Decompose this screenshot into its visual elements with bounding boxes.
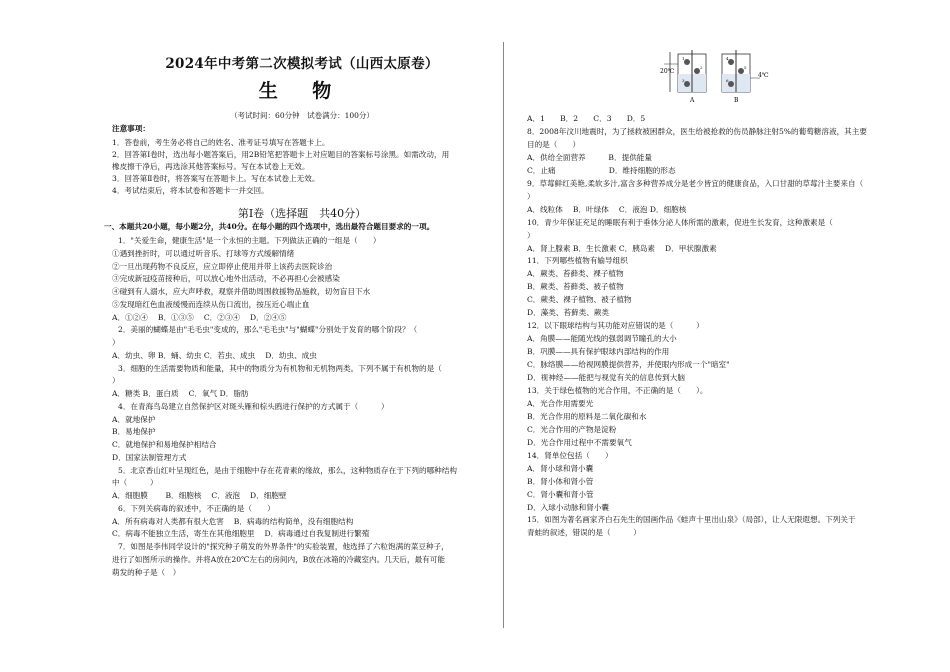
question-line: 14．肾单位包括（ ） <box>527 450 613 460</box>
seed-experiment-figure <box>660 44 770 106</box>
question-line: B．巩膜——具有保护眼球内部结构的作用 <box>527 347 670 357</box>
question-line: A．肾上腺素 B．生长激素 C．胰岛素 D．甲状腺激素 <box>527 243 717 253</box>
question-line: 7．如图是李伟同学设计的"探究种子萌发的外界条件"的实验装置，他选择了六粒饱满的菜豆种子， <box>118 542 449 551</box>
question-line: C．病毒不能独立生活，寄生在其他细胞里 D．病毒通过自我复制进行繁殖 <box>112 529 370 539</box>
question-line: 11．下列哪些植物有输导组织 <box>527 256 628 266</box>
section-title: 第Ⅰ卷（选择题 共40分） <box>237 207 367 220</box>
question-line: B．蕨类、苔藓类、被子植物 <box>527 282 624 292</box>
beaker-label-b: B <box>734 97 739 104</box>
seed-number: 3 <box>682 78 685 83</box>
question-line: A．1 B．2 C．3 D．5 <box>527 114 646 123</box>
section-instruction: 一、本题共20小题，每小题2分，共40分。在每小题的四个选项中，选出最符合题目要求的一项。 <box>104 222 435 231</box>
beaker-label-a: A <box>690 97 695 104</box>
temp-label-b: 4℃ <box>758 72 769 79</box>
question-line: C．止痛 D．维持细胞的形态 <box>527 165 676 175</box>
notice-item: 4．考试结束后，将本试卷和答题卡一并交回。 <box>112 186 269 195</box>
question-line: C．就地保护和易地保护相结合 <box>112 440 217 449</box>
question-line: C．脉络膜——给视网膜提供营养，并使眼内形成一个"暗室" <box>527 360 730 370</box>
question-line: 15．如图为著名画家齐白石先生的国画作品《蛙声十里出山泉》（局部），让人无限遐想。下列关于 <box>527 515 856 525</box>
question-line: D．视神经——能把与视觉有关的信息传到大脑 <box>527 373 685 382</box>
notice-item: 2．回答第Ⅰ卷时，选出每小题答案后，用2B铅笔把答题卡上对应题目的答案标号涂黑。如需改动，用 <box>112 150 450 159</box>
question-line: 10．青少年保证充足的睡眠有利于垂体分泌人体所需的激素，促进生长发育，这种激素是（ <box>527 217 833 227</box>
question-line: ） <box>112 376 120 386</box>
question-line: 5．北京香山红叶呈现红色，是由于细胞中存在花青素的缘故，那么，这种物质存在于下列的哪种结构 <box>118 465 457 475</box>
question-line: A．供给全面营养 B．提供能量 <box>527 152 652 162</box>
question-line: D．光合作用过程中不需要氧气 <box>527 437 632 447</box>
question-line: ） <box>527 230 535 240</box>
notice-heading: 注意事项： <box>112 124 150 133</box>
seed-number: 4 <box>726 56 729 61</box>
question-line: 目的是（ ） <box>527 139 581 149</box>
seed-number: 5 <box>744 65 747 70</box>
question-line: A．光合作用需要光 <box>527 398 594 408</box>
question-line: A．就地保护 <box>112 414 156 424</box>
question-line: 13．关于绿色植物的光合作用，不正确的是（ ）。 <box>527 385 708 395</box>
question-line: B．易地保护 <box>112 427 156 437</box>
question-line: ⑤发现暗红色血液缓慢而连续从伤口流出，按压近心端止血 <box>112 299 310 309</box>
question-line: 3．细胞的生活需要物质和能量，其中的物质分为有机物和无机物两类。下列不属于有机物的是（ <box>118 363 442 373</box>
question-line: 1．"关爱生命，健康生活"是一个永恒的主题。下列做法正确的一组是（ ） <box>118 236 381 245</box>
question-line: C．蕨类、裸子植物、被子植物 <box>527 295 632 305</box>
question-line: A．所有病毒对人类都有很大危害 B．病毒的结构简单，没有细胞结构 <box>112 516 354 526</box>
question-line: ③完成新冠疫苗接种后，可以放心地外出活动，不必再担心会被感染 <box>112 274 340 284</box>
question-line: A．细胞膜 B．细胞核 C．液泡 D．细胞壁 <box>112 491 287 500</box>
question-line: D．入球小动脉和肾小囊 <box>527 502 610 512</box>
question-line: ④碰到有人溺水，应大声呼救，观察并借助周围救援物品施救，切勿盲目下水 <box>112 287 371 296</box>
question-line: 6．下列关病毒的叙述中，不正确的是（ ） <box>118 503 275 513</box>
temp-label-a: 20℃ <box>660 68 675 75</box>
question-line: A．角膜——能随光线的强弱调节瞳孔的大小 <box>527 334 677 344</box>
question-line: D．藻类、苔藓类、蕨类 <box>527 308 610 318</box>
question-line: A．①②④ B．①③⑤ C．②③④ D．②④⑤ <box>112 312 287 322</box>
notice-item: 橡皮擦干净后，再选涂其他答案标号。写在本试卷上无效。 <box>112 162 310 171</box>
question-line: C．肾小囊和肾小管 <box>527 489 594 499</box>
question-line: C．光合作用的产物是淀粉 <box>527 424 617 434</box>
question-line: 中（ ） <box>112 478 158 488</box>
question-line: A．蕨类、苔藓类、裸子植物 <box>527 269 624 279</box>
question-line: 4．在青海鸟岛建立自然保护区对斑头雁和棕头鸥进行保护的方式属于（ ） <box>118 401 389 411</box>
question-line: 12．以下眼球结构与其功能对应错误的是（ ） <box>527 321 704 331</box>
question-line: A．线粒体 B．叶绿体 C．液泡 D．细胞核 <box>527 204 687 214</box>
exam-title: 2024年中考第二次模拟考试（山西太原卷） <box>165 56 439 72</box>
question-line: 8．2008年汶川地震时，为了拯救被困群众，医生给被抢救的伤员静脉注射5%的葡萄糖溶液，其主要 <box>527 126 867 136</box>
question-line: 青蛙的叙述，错误的是（ ） <box>527 528 641 538</box>
seed-number: 6 <box>726 78 729 83</box>
notice-item: 1．答卷前，考生务必将自己的姓名、准考证号填写在答题卡上。 <box>112 138 330 147</box>
question-line: A．肾小球和肾小囊 <box>527 463 594 473</box>
subject-title: 生 物 <box>258 80 346 102</box>
question-line: 2．美丽的蝴蝶是由"毛毛虫"变成的，那么"毛毛虫"与"蝴蝶"分别处于发育的哪个阶段？（ <box>118 325 418 335</box>
column-divider <box>503 42 504 628</box>
question-line: 9．草莓鲜红美艳,柔软多汁,富含多种营养成分是老少皆宜的健康食品，入口甘甜的草莓汁主要来自（ <box>527 178 864 188</box>
question-line: 萌发的种子是（ ） <box>112 567 181 577</box>
seed-number: 2 <box>700 65 703 70</box>
question-line: ①遇到挫折时，可以通过听音乐、打球等方式缓解情绪 <box>112 248 295 258</box>
question-line: A．幼虫、卵 B．蛹、幼虫 C．若虫、成虫 D．幼虫、成虫 <box>112 350 317 360</box>
exam-info: （考试时间：60分钟 试卷满分：100分） <box>230 111 374 120</box>
question-line: D．国家法制管理方式 <box>112 452 187 462</box>
question-line: B．肾小体和肾小管 <box>527 476 594 486</box>
question-line: A．糖类 B．蛋白质 C．氧气 D．脂肪 <box>112 389 249 398</box>
question-line: ） <box>527 191 535 201</box>
notice-item: 3．回答第Ⅱ卷时，将答案写在答题卡上。写在本试卷上无效。 <box>112 174 320 183</box>
question-line: ） <box>112 338 120 347</box>
question-line: ②一旦出现药物不良反应，应立即停止使用并带上该药去医院诊治 <box>112 261 333 271</box>
question-line: 进行了如图所示的操作。并将A放在20℃左右的房间内，B放在冰箱的冷藏室内。几天后，最有可能 <box>112 554 445 564</box>
seed-number: 1 <box>682 56 685 61</box>
question-line: B．光合作用的原料是二氧化碳和水 <box>527 411 647 421</box>
